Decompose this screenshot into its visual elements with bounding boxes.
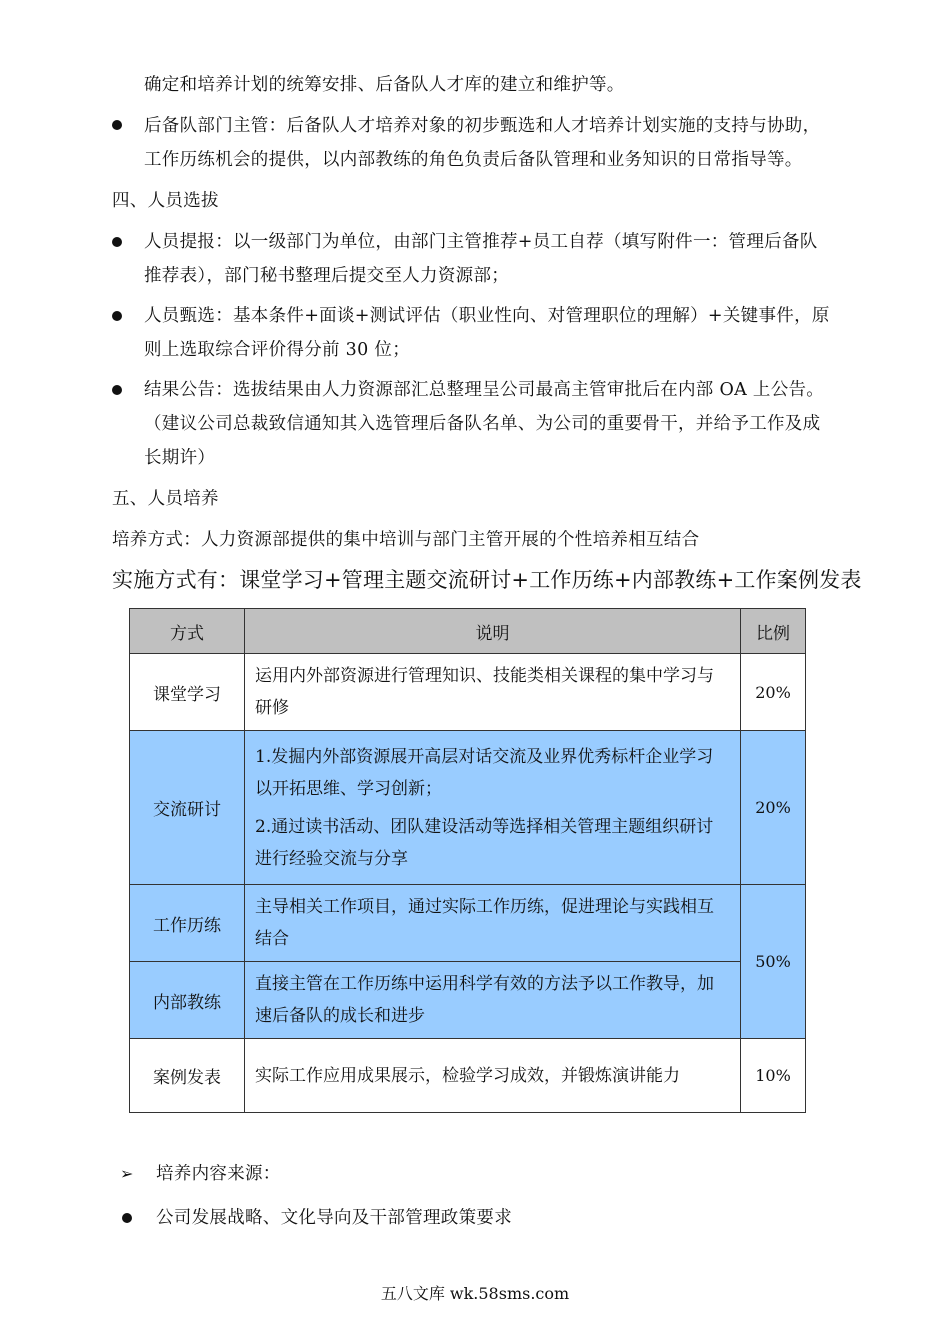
bullet-icon — [112, 237, 122, 247]
ratio-cell: 20% — [741, 654, 806, 731]
table-row — [130, 885, 806, 962]
desc-text: 2.通过读书活动、团队建设活动等选择相关管理主题组织研讨进行经验交流与分享 — [255, 816, 714, 869]
paragraph-line: 工作历练机会的提供，以内部教练的角色负责后备队管理和业务知识的日常指导等。 — [144, 150, 803, 170]
desc-cell — [245, 731, 741, 885]
paragraph-line: 公司发展战略、文化导向及干部管理政策要求 — [156, 1208, 512, 1228]
desc-text: 实际工作应用成果展示，检验学习成效，并锻炼演讲能力 — [255, 1065, 680, 1086]
ratio-cell: 50% — [741, 885, 806, 1039]
section-heading: 五、人员培养 — [112, 489, 219, 509]
training-methods-table — [129, 608, 806, 1113]
paragraph-line: 则上选取综合评价得分前 30 位； — [144, 340, 410, 360]
bullet-icon — [112, 120, 122, 130]
table-row — [130, 1039, 806, 1113]
mode-cell: 交流研讨 — [130, 731, 245, 885]
bullet-icon — [122, 1213, 132, 1223]
desc-text: 主导相关工作项目，通过实际工作历练，促进理论与实践相互结合 — [255, 897, 714, 949]
table-header-row — [130, 609, 806, 654]
desc-cell — [245, 654, 741, 731]
header-mode: 方式 — [130, 609, 245, 654]
table-row — [130, 962, 806, 1039]
bullet-icon — [112, 311, 122, 321]
mode-cell: 内部教练 — [130, 962, 245, 1039]
paragraph-line: 人员提报：以一级部门为单位，由部门主管推荐+员工自荐（填写附件一：管理后备队 — [144, 232, 818, 252]
desc-text: 运用内外部资源进行管理知识、技能类相关课程的集中学习与研修 — [255, 666, 714, 718]
table-row — [130, 654, 806, 731]
table-row — [130, 731, 806, 885]
arrow-bullet-icon: ➢ — [120, 1164, 134, 1183]
desc-cell — [245, 1039, 741, 1113]
paragraph-line: 确定和培养计划的统筹安排、后备队人才库的建立和维护等。 — [144, 75, 625, 95]
paragraph-line: 后备队部门主管：后备队人才培养对象的初步甄选和人才培养计划实施的支持与协助， — [144, 116, 821, 136]
implementation-line: 实施方式有：课堂学习+管理主题交流研讨+工作历练+内部教练+工作案例发表 — [112, 568, 862, 592]
mode-cell: 课堂学习 — [130, 654, 245, 731]
mode-cell: 工作历练 — [130, 885, 245, 962]
desc-text: 直接主管在工作历练中运用科学有效的方法予以工作教导，加速后备队的成长和进步 — [255, 974, 714, 1026]
paragraph-line: 培养方式：人力资源部提供的集中培训与部门主管开展的个性培养相互结合 — [112, 530, 700, 550]
paragraph-line: 结果公告：选拔结果由人力资源部汇总整理呈公司最高主管审批后在内部 OA 上公告。 — [144, 380, 825, 400]
desc-cell — [245, 885, 741, 962]
desc-cell — [245, 962, 741, 1039]
header-ratio: 比例 — [741, 609, 806, 654]
section-heading: 四、人员选拔 — [112, 191, 219, 211]
header-desc: 说明 — [245, 609, 741, 654]
page-footer: 五八文库 wk.58sms.com — [380, 1284, 570, 1303]
paragraph-line: （建议公司总裁致信通知其入选管理后备队名单、为公司的重要骨干，并给予工作及成 — [144, 414, 821, 434]
paragraph-line: 人员甄选：基本条件+面谈+测试评估（职业性向、对管理职位的理解）+关键事件，原 — [144, 306, 830, 326]
ratio-cell: 20% — [741, 731, 806, 885]
mode-cell: 案例发表 — [130, 1039, 245, 1113]
desc-text: 1.发掘内外部资源展开高层对话交流及业界优秀标杆企业学习以开拓思维、学习创新； — [255, 746, 714, 799]
paragraph-line: 推荐表），部门秘书整理后提交至人力资源部； — [144, 266, 510, 286]
ratio-cell: 10% — [741, 1039, 806, 1113]
paragraph-line: 培养内容来源： — [156, 1164, 281, 1184]
bullet-icon — [112, 385, 122, 395]
paragraph-line: 长期许） — [144, 448, 216, 468]
